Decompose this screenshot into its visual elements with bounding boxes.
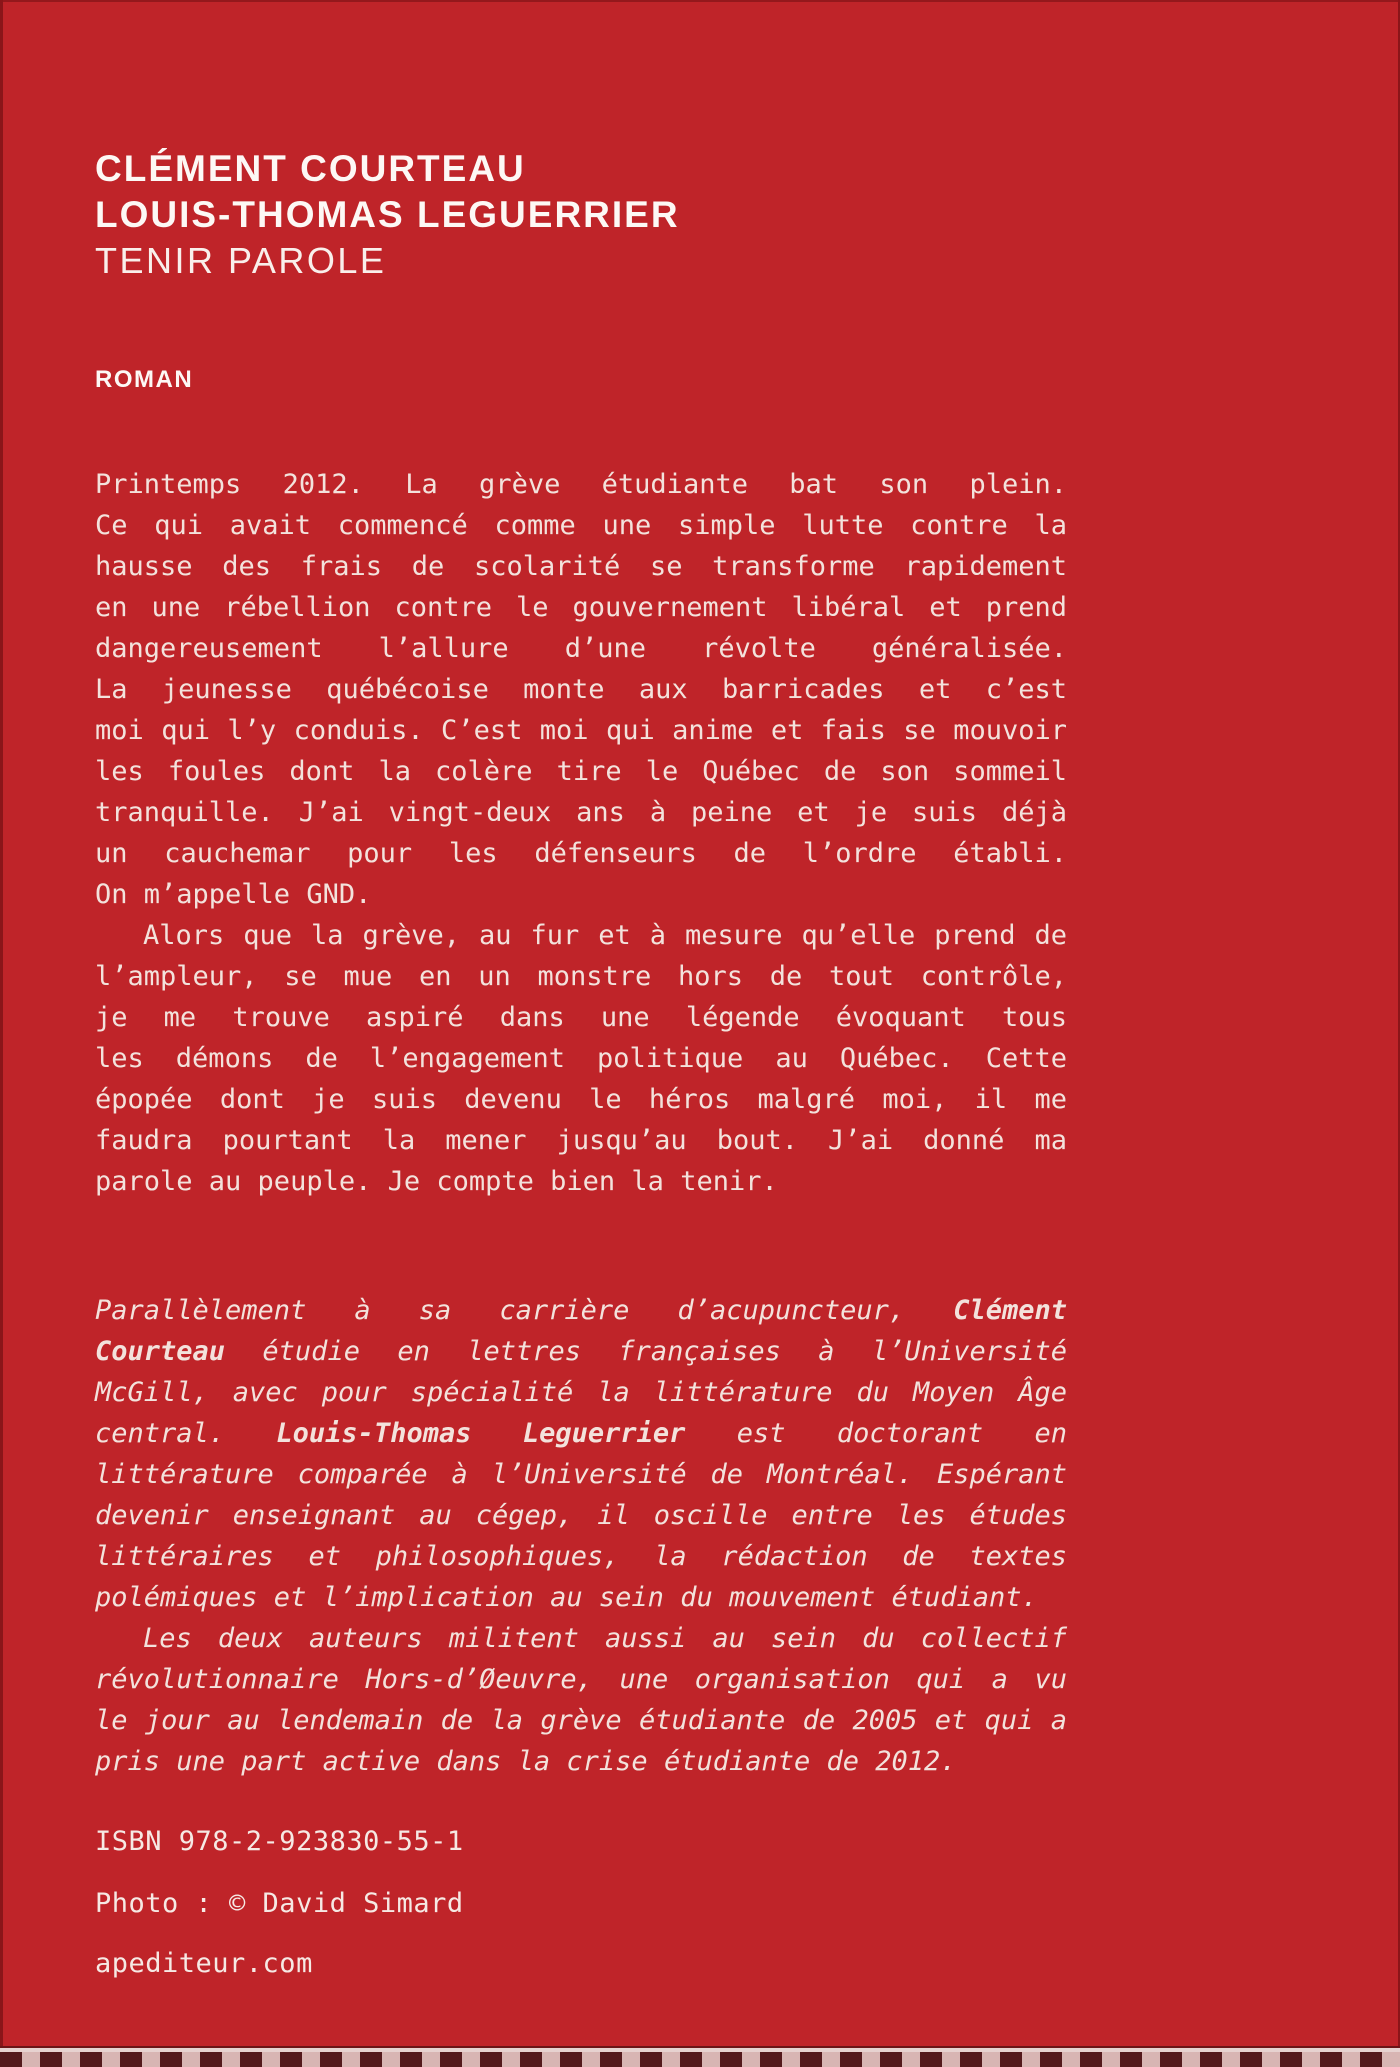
synopsis-line	[95, 1038, 1067, 1079]
text-segment: le jour au lendemain de la grève étudiante de 2005 et qui a	[95, 1705, 1067, 1736]
book-title: TENIR PAROLE	[95, 240, 387, 281]
synopsis-line	[95, 1161, 1067, 1202]
bio-line	[95, 1700, 1067, 1741]
perforation-strip	[0, 2046, 1400, 2067]
author-name-highlight: Clément	[953, 1295, 1067, 1326]
photo-credit: Photo : © David Simard	[95, 1888, 464, 1919]
bio-line	[95, 1413, 1067, 1454]
bio-line	[95, 1659, 1067, 1700]
synopsis-line	[95, 997, 1067, 1038]
synopsis-line	[95, 587, 1067, 628]
cover-header	[95, 146, 1067, 284]
text-segment: épopée dont je suis devenu le héros malgré moi, il me	[95, 1084, 1067, 1115]
text-segment: étudie en lettres françaises à l’Université	[225, 1336, 1067, 1367]
text-segment: révolutionnaire Hors-d’Øeuvre, une organisation qui a vu	[95, 1664, 1067, 1695]
bio-line	[95, 1290, 1067, 1331]
text-segment: littérature comparée à l’Université de Montréal. Espérant	[95, 1459, 1067, 1490]
synopsis-line	[95, 792, 1067, 833]
text-segment: moi qui l’y conduis. C’est moi qui anime et fais se mouvoir	[95, 715, 1067, 746]
text-segment: un cauchemar pour les défenseurs de l’ordre établi.	[95, 838, 1067, 869]
text-segment: faudra pourtant la mener jusqu’au bout. J’ai donné ma	[95, 1125, 1067, 1156]
genre-label: ROMAN	[95, 366, 194, 393]
text-segment: central.	[95, 1418, 277, 1449]
synopsis-line	[95, 710, 1067, 751]
synopsis-line	[95, 833, 1067, 874]
bio-line	[95, 1618, 1067, 1659]
text-segment: Parallèlement à sa carrière d’acupuncteur,	[95, 1295, 954, 1326]
text-segment: Ce qui avait commencé comme une simple lutte contre la	[95, 510, 1067, 541]
synopsis-line	[95, 915, 1067, 956]
synopsis-line	[95, 1079, 1067, 1120]
synopsis-line	[95, 1120, 1067, 1161]
bio-line	[95, 1741, 1067, 1782]
text-segment: hausse des frais de scolarité se transforme rapidement	[95, 551, 1067, 582]
synopsis-text	[95, 464, 1067, 1202]
author-name: CLÉMENT COURTEAU	[95, 148, 526, 189]
text-segment: parole au peuple. Je compte bien la tenir.	[95, 1166, 778, 1197]
author-name-highlight: Courteau	[95, 1336, 226, 1367]
author-name-highlight: Louis-Thomas Leguerrier	[276, 1418, 686, 1449]
bio-line	[95, 1372, 1067, 1413]
text-segment: On m’appelle GND.	[95, 879, 372, 910]
synopsis-line	[95, 464, 1067, 505]
bio-line	[95, 1577, 1067, 1618]
author-name: LOUIS-THOMAS LEGUERRIER	[95, 194, 680, 235]
text-segment: littéraires et philosophiques, la rédaction de textes	[95, 1541, 1067, 1572]
text-segment: en une rébellion contre le gouvernement libéral et prend	[95, 592, 1067, 623]
synopsis-line	[95, 751, 1067, 792]
text-segment: Les deux auteurs militent aussi au sein du collectif	[143, 1623, 1067, 1654]
text-segment: tranquille. J’ai vingt-deux ans à peine et je suis déjà	[95, 797, 1067, 828]
isbn-text: ISBN 978-2-923830-55-1	[95, 1826, 464, 1857]
bio-line	[95, 1536, 1067, 1577]
text-segment: est doctorant en	[685, 1418, 1067, 1449]
text-segment: dangereusement l’allure d’une révolte généralisée.	[95, 633, 1067, 664]
text-segment: polémiques et l’implication au sein du mouvement étudiant.	[95, 1582, 1038, 1613]
bio-line	[95, 1454, 1067, 1495]
synopsis-line	[95, 669, 1067, 710]
synopsis-line	[95, 874, 1067, 915]
synopsis-line	[95, 956, 1067, 997]
text-segment: La jeunesse québécoise monte aux barricades et c’est	[95, 674, 1067, 705]
synopsis-line	[95, 628, 1067, 669]
synopsis-line	[95, 505, 1067, 546]
text-segment: l’ampleur, se mue en un monstre hors de tout contrôle,	[95, 961, 1067, 992]
text-segment: je me trouve aspiré dans une légende évoquant tous	[95, 1002, 1067, 1033]
text-segment: McGill, avec pour spécialité la littérature du Moyen Âge	[95, 1377, 1067, 1408]
author-bio-text	[95, 1290, 1067, 1782]
text-segment: les démons de l’engagement politique au Québec. Cette	[95, 1043, 1067, 1074]
publisher-website: apediteur.com	[95, 1948, 313, 1979]
bio-line	[95, 1331, 1067, 1372]
text-segment: Alors que la grève, au fur et à mesure qu’elle prend de	[143, 920, 1067, 951]
text-segment: pris une part active dans la crise étudiante de 2012.	[95, 1746, 957, 1777]
text-segment: Printemps 2012. La grève étudiante bat son plein.	[95, 469, 1067, 500]
text-segment: devenir enseignant au cégep, il oscille entre les études	[95, 1500, 1067, 1531]
text-segment: les foules dont la colère tire le Québec de son sommeil	[95, 756, 1067, 787]
bio-line	[95, 1495, 1067, 1536]
synopsis-line	[95, 546, 1067, 587]
